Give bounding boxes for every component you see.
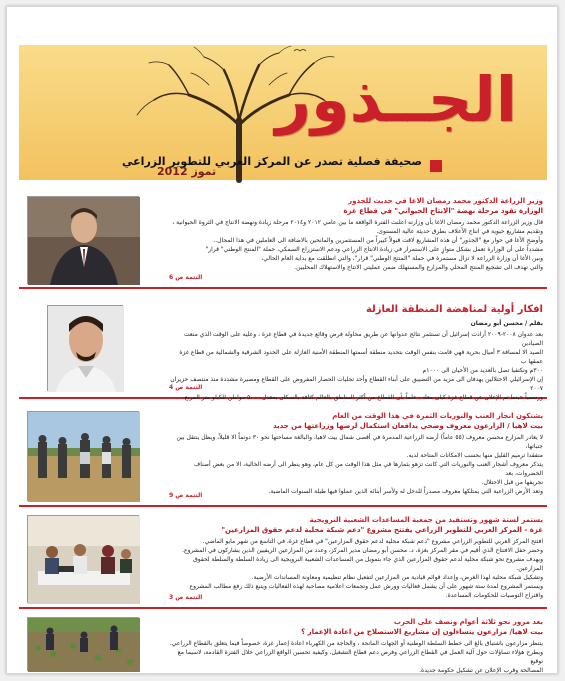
article-headline[interactable]: افكار أولية لمناهضة المنطقة العازلة: [365, 304, 543, 315]
article-body: لا يغادر المزارع محسن معروف (٥٥ عاماً) أرضه الزراعية المدمرة في أقصى شمال بيت لاهيا، والبالغة مساحتها نحو ٣٠ دونماً الا قليلاً، ويظل ينتقل بين جنباتها، متفقدا ترميم القليل منها بحسب الامكانات المتاحة لديه. يتذكر معروف أشجار العنب والنوريات التي كانت تزهو بثمارها في مثل هذا الوقت من كل عام، وهو ينظر الى أرضه الخالية، الا من بعض أصناف الخضروات، بعد تجريفها من قبل الاحتلال. وتعد الأرض الزراعية التي يمتلكها معروف مصدراً للدخل له ولأسر أبنائه الذين عملوا فيها طيلة السنوات الماضية.: [176, 434, 543, 495]
article-text: [169, 515, 543, 603]
article-section-3: [19, 407, 547, 507]
article-body: ينتظر مزارعون باشتياق بالغ الى خطط السلطة الوطنية أو الجهات المانحة ، والحاجة من الكهرباء اعادة إعمار غزة، خصوصاً فيما يتعلق بالقطاع الزراعي. ويطرح هؤلاء تساؤلات حول آلية العمل في القطاع الزراعي وفرص دعم قطاع التشغيل، وكيفية تحسين الواقع الزراعي خلال الفترة القادمة، لاسيما مع توقيع المصالحة وقرب الإعلان عن تشكيل حكومة جديدة.: [169, 640, 543, 674]
article-text: [169, 303, 543, 401]
masthead: [19, 45, 547, 180]
farmers-in-field-photo: [27, 411, 139, 501]
logo-mark: [430, 160, 442, 172]
continued-page-ref[interactable]: التتمة ص 4: [169, 384, 203, 391]
article-section-5: [19, 613, 547, 674]
article-body: قال وزير الزراعة الدكتور محمد رمضان الاغا بأن وزارته اعلنت الفترة الواقعة ما بين عامي ٢٠١٢ و٢٠١٤ مرحلة زيادة ونهضة الانتاج في الثروة الحيوانية ، وتقديم مشاريع حيوية في انتاج الأعلاف بطرق حديثة عالية المستوى. وأوضح الأغا في حوار مع "الجذور" أن هذه المشاريع لاقت قبولاً كبيراً من المستثمرين والمانحين بالاضافة الى العاملين في هذا المجال.. مشدداً على أن الوزارة تعمل بشكل متوازٍ على الاستمرار في زيادة الانتاج الزراعي ودعم الاستزراع السمكي، حملة "المنتج الوطني" قرار" وبين الأغا أن وزارة الزراعة لا تزال مستمرة في حملة "المنتج الوطني" قرار"، والتي انطلقت مع بداية العام الحالي، والتي تهدف الى تشجيع المنتج المحلي والمزارع والمستهلك ضمن عمليتي الانتاج والاستهلاك المحليين.: [172, 219, 543, 271]
article-headline[interactable]: يستمر لستة شهور وتستفيد من جمعية المساعدات الشعبية النرويجية: [309, 516, 543, 524]
issue-date: تموز 2012: [157, 165, 217, 178]
article-text: [169, 617, 543, 674]
workshop-meeting-photo: [27, 515, 139, 603]
article-section-4: [19, 511, 547, 609]
continued-page-ref[interactable]: التتمة ص 6: [169, 274, 203, 281]
article-subheadline[interactable]: الوزارة تقود مرحلة نهضة "الانتاج الحيواني" في قطاع غزة: [343, 207, 543, 215]
article-byline: بقلم / محسن أبو رمضان: [470, 320, 543, 327]
farmers-planting-photo: [27, 617, 139, 671]
newspaper-subtitle: صحيفة فصلية تصدر عن المركز العربي للتطوير الزراعي: [122, 155, 422, 168]
article-body: افتتح المركز العربي للتطوير الزراعي مشروع "دعم شبكة محلية لدعم حقوق المزارعين" في قطاع غزة، في التاسع من شهر مايو الماضي. وحضر حفل الافتتاح الذي أقيم في مقر المركز بغزة، د. محسن أبو رمضان مدير المركز، وعدد من المزارعين الريفيين الذين يشاركون في المشروع. ويهدف مشروع نحو شبكة محلية لدعم حقوق المزارعين الذي جاء بتمويل من المساعدات الشعبية النرويجية الى زيادة السلطة والسلطة لحقوق المزارعين. وتشكيل شبكة محلية لهذا الغرض، وإعداد قوائم قيادية من المزارعين لتفعيل نظام تنظيمية ومعاونة المساندات الأرضية. ويستمر المشروع لمدة ستة شهور على أن يشمل فعاليات وورش عمل وتجمعات اعلامية مصاحبة لهذه الفعاليات ويتبع ذلك رفع مطالب المشروع واقتراح التوصيات للحكومات المساعدة.: [182, 538, 543, 599]
minister-portrait-photo: [27, 196, 139, 284]
author-portrait-photo: [47, 305, 123, 391]
continued-page-ref[interactable]: التتمة ص 3: [169, 594, 203, 601]
article-subheadline[interactable]: بيت لاهيا/ مزارعون يتساءلون إن مشاريع الاستصلاح من اعادة الإعمار ؟: [301, 628, 543, 636]
article-text: [169, 196, 543, 283]
article-headline[interactable]: يشتكون انجاز العنب والنوريات الثمرة في هذا الوقت من العام: [332, 412, 543, 420]
newspaper-title: الجــذور: [275, 63, 517, 136]
article-section-2: [19, 299, 547, 399]
article-body: بعد عدوان ٢٠٠٨-٢٠٠٩ أرادت إسرائيل أن تستثمر نتائج عدوانها عن طريق محاولة فرض وقائع جديدة في قطاع غزة ، وعليه على الوقت الذي منعت الصيادين الصيد الا لمسافة ٣ أميال بحرية فهي قامت بنفس الوقت بتحديد منطقة أسمتها المنطقة الأمنية العازلة على الحدود الشرقية والشمالية من قطاع غزة عمقها ب ٣٠٠م وتكتفيا تصل بالعديد من الأحيان الى ١٠٠٠م إن الإسرائيلي الاحتلالين يهدفان الى مزيد من التضييق على أبناء القطاع وأحد تجليات الحصار المفروض على القطاع ومصيرة مشددة منذ منتصف حزيران ٢٠٠٧ ورسمياً حينما تم الإعلان عن قطاع غزة كيان معاد ، علماً بأن القطاع من أكثر المناطق بالعالم كثافة بالسكان بمعدل ٥٠٠٠ مواطن للكيلو متر المربع .: [170, 331, 543, 401]
article-text: [169, 411, 543, 501]
article-section-1: [19, 192, 547, 289]
article-subheadline[interactable]: غزة - المركز العربي للتطوير الزراعي يفتتح مشروع "دعم شبكة محلية لدعم حقوق المزارعين": [221, 526, 543, 534]
continued-page-ref[interactable]: التتمة ص 9: [169, 492, 203, 499]
article-headline[interactable]: وزير الزراعة الدكتور محمد رمضان الاغا في حديث للجذور: [348, 197, 543, 205]
article-headline[interactable]: بعد مرور نحو ثلاثة أعوام ونصف على الحرب: [393, 618, 543, 626]
article-subheadline[interactable]: بيت لاهيا / الزارعون معروف وضحي يدافعان استكمال لرضها وزراعتها من جديد: [272, 422, 543, 430]
newspaper-page: [6, 6, 558, 674]
